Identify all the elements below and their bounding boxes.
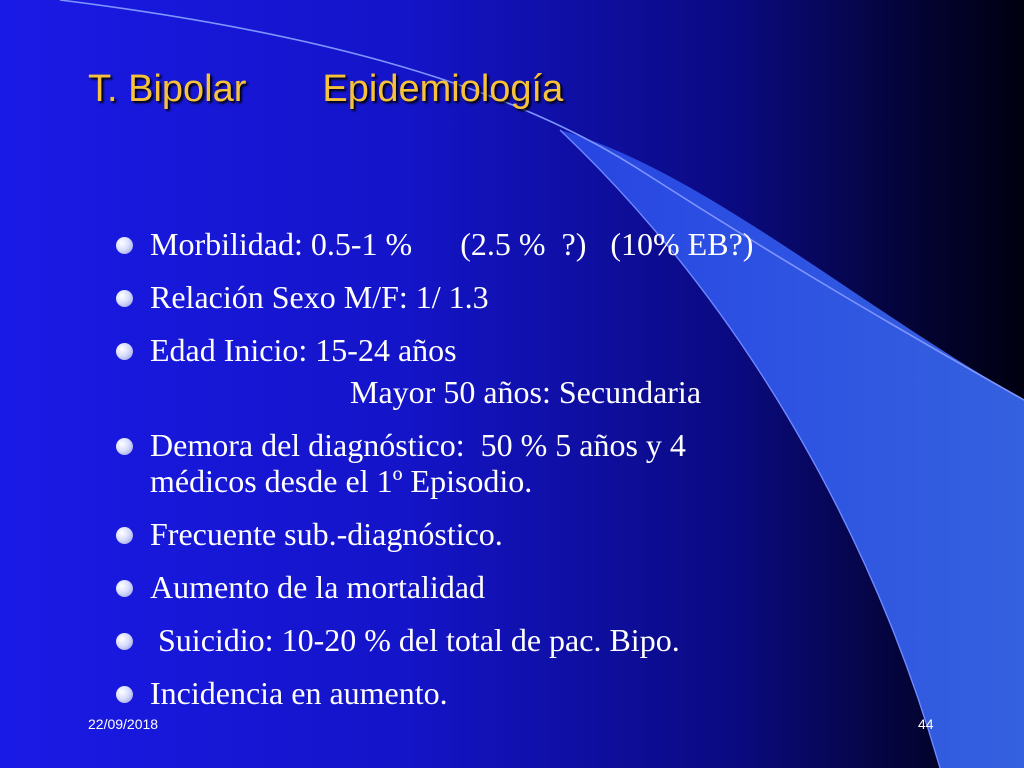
list-item-continuation bbox=[116, 374, 996, 410]
bullet-list bbox=[116, 226, 996, 728]
title-topic: T. Bipolar bbox=[88, 68, 247, 110]
list-item bbox=[116, 675, 996, 711]
list-item bbox=[116, 516, 996, 552]
slide-title bbox=[88, 68, 563, 111]
bullet-icon bbox=[116, 438, 133, 455]
bullet-icon bbox=[116, 343, 133, 360]
bullet-icon bbox=[116, 633, 133, 650]
bullet-text: Edad Inicio: 15-24 años bbox=[150, 332, 457, 368]
list-item bbox=[116, 279, 996, 315]
bullet-text: Aumento de la mortalidad bbox=[150, 569, 486, 605]
bullet-text: Incidencia en aumento. bbox=[150, 675, 448, 711]
bullet-text: Frecuente sub.-diagnóstico. bbox=[150, 516, 503, 552]
bullet-icon bbox=[116, 686, 133, 703]
slide-number: 44 bbox=[918, 716, 934, 732]
bullet-text: Suicidio: 10-20 % del total de pac. Bipo. bbox=[150, 622, 680, 658]
bullet-text: Demora del diagnóstico: 50 % 5 años y 4 bbox=[150, 427, 686, 463]
list-item bbox=[116, 622, 996, 658]
bullet-icon bbox=[116, 527, 133, 544]
bullet-text: Morbilidad: 0.5-1 % (2.5 % ?) (10% EB?) bbox=[150, 226, 754, 262]
list-item bbox=[116, 332, 996, 368]
list-item-continuation bbox=[116, 463, 996, 499]
title-subtopic: Epidemiología bbox=[322, 68, 564, 110]
bullet-icon bbox=[116, 580, 133, 597]
bullet-text: Mayor 50 años: Secundaria bbox=[350, 374, 702, 410]
list-item bbox=[116, 226, 996, 262]
list-item bbox=[116, 569, 996, 605]
bullet-icon bbox=[116, 290, 133, 307]
list-item bbox=[116, 427, 996, 463]
bullet-text: médicos desde el 1º Episodio. bbox=[150, 463, 533, 499]
footer-date: 22/09/2018 bbox=[88, 716, 159, 732]
bullet-text: Relación Sexo M/F: 1/ 1.3 bbox=[150, 279, 489, 315]
bullet-icon bbox=[116, 237, 133, 254]
